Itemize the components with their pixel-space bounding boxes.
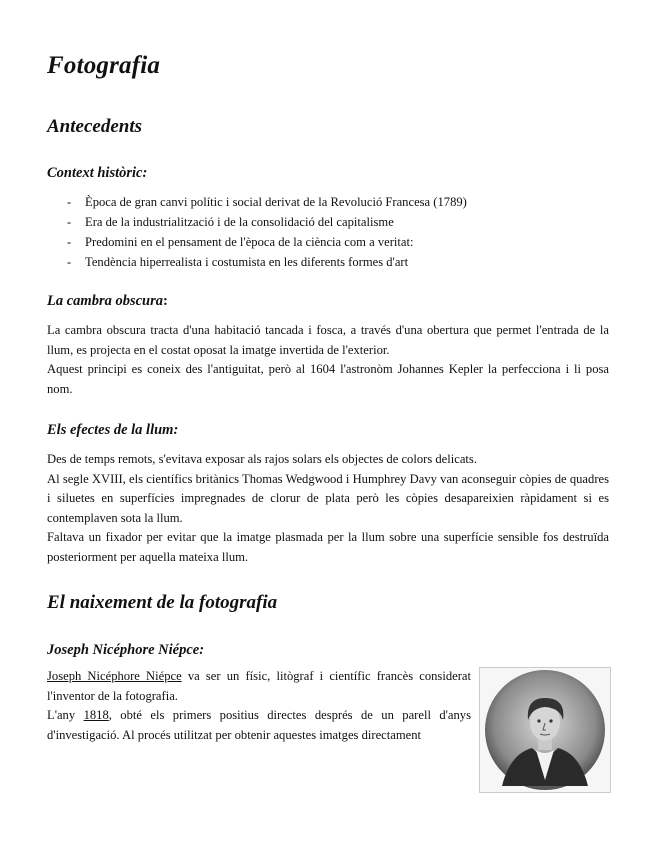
- subheading-cambra-text: La cambra obscura: [47, 293, 163, 309]
- subheading-colon: :: [163, 293, 168, 309]
- subheading-context: Context històric:: [47, 165, 148, 181]
- list-item: - Predomini en el pensament de l'època de la ciència com a veritat:: [47, 232, 467, 252]
- portrait-image: [480, 668, 610, 792]
- paragraph: Aquest principi es coneix des l'antiguitat, però al 1604 l'astronòm Johannes Kepler la perfecciona i li posa nom.: [47, 362, 609, 396]
- list-item: - Tendència hiperrealista i costumista en les diferents formes d'art: [47, 252, 467, 272]
- paragraph-text: L'any: [47, 708, 84, 722]
- subheading-cambra-obscura: [47, 293, 168, 310]
- efectes-text: [47, 450, 609, 567]
- year-link[interactable]: 1818: [83, 708, 109, 722]
- cambra-text: [47, 321, 609, 399]
- niepce-portrait: [479, 667, 611, 793]
- niepce-link[interactable]: Joseph Nicéphore Niépce: [47, 669, 182, 683]
- section-heading-naixement: El naixement de la fotografia: [47, 592, 278, 613]
- niepce-text: [47, 667, 471, 745]
- paragraph: Des de temps remots, s'evitava exposar als rajos solars els objectes de colors delicats.: [47, 452, 477, 466]
- section-heading-antecedents: Antecedents: [47, 116, 142, 137]
- subheading-niepce: Joseph Nicéphore Niépce:: [47, 642, 205, 658]
- page-title: Fotografia: [47, 52, 161, 79]
- paragraph: Faltava un fixador per evitar que la imatge plasmada per la llum sobre una superfície sensible fos destruïda posteriorment per aquella mateixa llum.: [47, 530, 609, 564]
- list-item: - Era de la industrialització i de la consolidació del capitalisme: [47, 212, 467, 232]
- paragraph: [47, 667, 471, 706]
- paragraph: Al segle XVIII, els científics britànics Thomas Wedgwood i Humphrey Davy van aconseguir còpies de quadres i siluetes en superfícies impregnades de clorur de plata però les còpies desapareixien ràpidament si es contemplaven sota la llum.: [47, 471, 609, 525]
- paragraph-text: va ser un físic, litògraf i científic francès considerat l'inventor de la fotografia.: [47, 669, 472, 703]
- paragraph: La cambra obscura tracta d'una habitació tancada i fosca, a través d'una obertura que permet l'entrada de la llum, es projecta en el costat oposat la imatge invertida de l'exterior.: [47, 323, 609, 357]
- paragraph-text: , obté els primers positius directes després de un parell d'anys d'investigació. Al procés utilitzat per obtenir aquestes imatges directament: [47, 708, 471, 742]
- subheading-efectes: Els efectes de la llum:: [47, 422, 179, 438]
- list-item: - Època de gran canvi polític i social derivat de la Revolució Francesa (1789): [47, 192, 467, 212]
- context-list: [47, 192, 467, 272]
- paragraph: [47, 706, 471, 745]
